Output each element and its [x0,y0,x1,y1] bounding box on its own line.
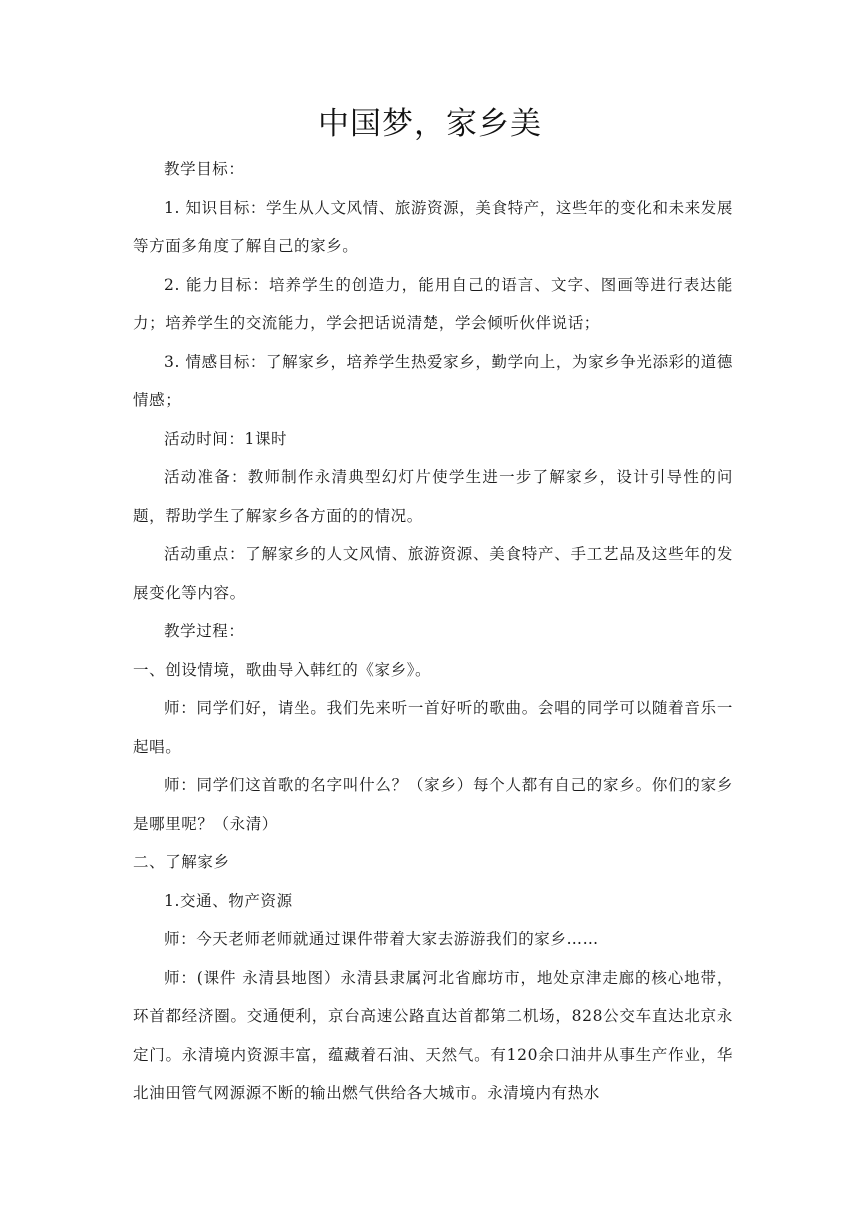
paragraph-activity-time: 活动时间：1课时 [164,429,288,448]
paragraph-teacher-intro: 师：今天老师老师就通过课件带着大家去游游我们的家乡…… [164,930,599,948]
paragraph-teacher-question: 师：同学们这首歌的名字叫什么？（家乡）每个人都有自己的家乡。你们的家乡是哪里呢？（永清） [133,776,733,833]
section-heading-part-one: 一、创设情境，歌曲导入韩红的《家乡》。 [133,660,432,679]
document-title: 中国梦，家乡美 [318,106,542,142]
paragraph-yongqing-map: 师：(课件 永清县地图）永清县隶属河北省廊坊市，地处京津走廊的核心地带，环首都经济圈。交通便利，京台高速公路直达首都第二机场，828公交车直达北京永定门。永清境内资源丰富，蕴藏着石油、天然气。有120余口油井从事生产作业，华北油田管气网源源不断的输出燃气供给各大城市。永清境内有热水 [133,968,733,1102]
paragraph-activity-focus: 活动重点：了解家乡的人文风情、旅游资源、美食特产、手工艺品及这些年的发展变化等内容。 [133,545,733,602]
section-heading-objectives: 教学目标： [164,160,245,178]
paragraph-ability-objective: 2. 能力目标：培养学生的创造力，能用自己的语言、文字、图画等进行表达能力；培养学生的交流能力，学会把话说清楚，学会倾听伙伴说话； [133,275,733,332]
paragraph-knowledge-objective: 1. 知识目标：学生从人文风情、旅游资源，美食特产，这些年的变化和未来发展等方面多角度了解自己的家乡。 [133,198,733,255]
paragraph-activity-preparation: 活动准备：教师制作永清典型幻灯片使学生进一步了解家乡，设计引导性的问题，帮助学生了解家乡各方面的的情况。 [133,468,733,525]
paragraph-teacher-greeting: 师：同学们好，请坐。我们先来听一首好听的歌曲。会唱的同学可以随着音乐一起唱。 [133,699,733,756]
section-heading-part-two: 二、了解家乡 [133,853,230,871]
subsection-heading-transport: 1.交通、物产资源 [164,891,293,910]
paragraph-emotion-objective: 3. 情感目标：了解家乡，培养学生热爱家乡，勤学向上，为家乡争光添彩的道德情感； [133,352,733,409]
section-heading-process: 教学过程： [164,622,245,640]
document-body [133,150,733,1113]
